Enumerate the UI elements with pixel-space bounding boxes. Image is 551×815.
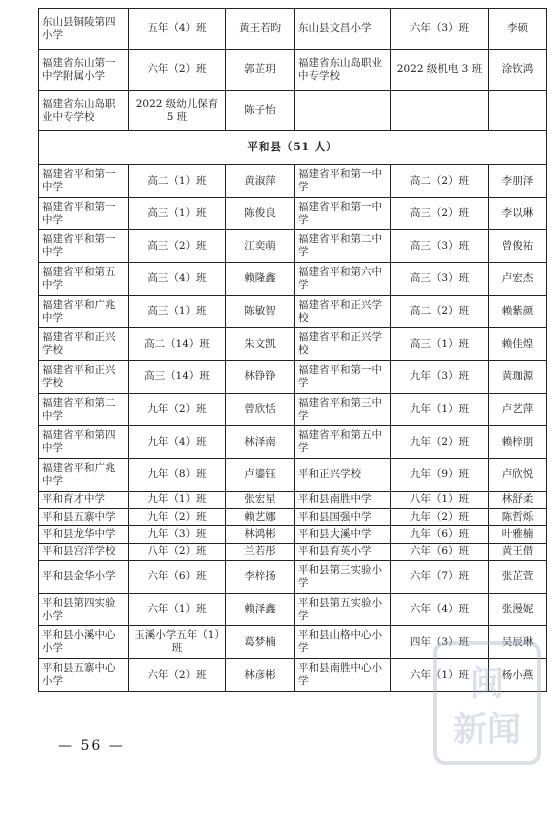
table-row [39,659,547,692]
class-cell: 九年（2）班 [129,509,226,526]
student-name-cell: 李梓扬 [226,561,295,594]
student-name-cell: 陈俊良 [226,197,295,230]
section-title: 平和县（51 人） [39,131,547,165]
school-cell: 平和县第五实验小学 [295,593,391,626]
table-row [39,426,547,459]
student-name-cell: 吴辰琳 [489,626,547,659]
class-cell: 六年（1）班 [129,593,226,626]
school-cell: 平和县第四实验小学 [39,593,129,626]
school-cell: 平和县山格中心小学 [295,626,391,659]
student-name-cell: 郭芷玥 [226,49,295,90]
class-cell: 五年（4）班 [129,9,226,50]
class-cell: 九年（9）班 [391,459,489,492]
student-name-cell: 林鸿彬 [226,526,295,543]
table-row [39,9,547,50]
school-cell: 平和县五寨中学 [39,509,129,526]
student-name-cell: 赖紫颜 [489,295,547,328]
table-row [39,509,547,526]
school-cell: 平和县大溪中学 [295,526,391,543]
student-name-cell: 张宏星 [226,491,295,508]
school-cell: 平和县宫洋学校 [39,543,129,560]
student-name-cell: 曾俊祐 [489,230,547,263]
class-cell: 六年（2）班 [129,49,226,90]
table-row [39,295,547,328]
table-row [39,491,547,508]
class-cell: 六年（7）班 [391,561,489,594]
school-cell [295,90,391,131]
class-cell: 八年（1）班 [391,491,489,508]
student-name-cell: 赖佳煌 [489,328,547,361]
student-name-cell: 林铮铮 [226,361,295,394]
school-cell: 福建省平和第五中学 [295,426,391,459]
svg-text:闽: 闽 [470,664,504,704]
student-name-cell: 张芷萱 [489,561,547,594]
class-cell: 高二（2）班 [391,295,489,328]
class-cell: 九年（1）班 [391,393,489,426]
school-cell: 福建省平和第五中学 [39,263,129,296]
class-cell: 2022 级机电 3 班 [391,49,489,90]
school-cell: 福建省平和正兴学校 [295,328,391,361]
class-cell: 八年（2）班 [129,543,226,560]
student-name-cell: 林泽南 [226,426,295,459]
student-name-cell [489,90,547,131]
student-name-cell: 叶雅楠 [489,526,547,543]
class-cell: 九年（3）班 [391,361,489,394]
school-cell: 平和县龙华中学 [39,526,129,543]
student-name-cell: 陈哲烁 [489,509,547,526]
school-cell: 福建省平和正兴学校 [39,361,129,394]
school-cell: 福建省东山岛职业中专学校 [39,90,129,131]
student-name-cell: 葛梦楠 [226,626,295,659]
table-row [39,561,547,594]
class-cell: 九年（3）班 [129,526,226,543]
class-cell: 高三（1）班 [129,197,226,230]
class-cell: 高二（14）班 [129,328,226,361]
class-cell: 九年（4）班 [129,426,226,459]
school-cell: 福建省平和第一中学 [295,197,391,230]
class-cell: 九年（6）班 [391,526,489,543]
school-cell: 东山县文昌小学 [295,9,391,50]
student-name-cell: 赖泽鑫 [226,593,295,626]
student-name-cell: 黄珈源 [489,361,547,394]
class-cell: 高三（1）班 [129,295,226,328]
class-cell: 高三（1）班 [391,328,489,361]
class-cell: 六年（2）班 [129,659,226,692]
student-name-cell: 杨小燕 [489,659,547,692]
school-cell: 平和育才中学 [39,491,129,508]
school-cell: 平和县金华小学 [39,561,129,594]
class-cell: 九年（2）班 [391,426,489,459]
class-cell: 六年（6）班 [129,561,226,594]
school-cell: 福建省平和第六中学 [295,263,391,296]
award-list-body [39,9,547,692]
class-cell: 高三（14）班 [129,361,226,394]
class-cell: 六年（6）班 [391,543,489,560]
school-cell: 平和县第三实验小学 [295,561,391,594]
school-cell: 福建省平和第二中学 [39,393,129,426]
school-cell: 平和正兴学校 [295,459,391,492]
student-name-cell: 李以琳 [489,197,547,230]
school-cell: 福建省平和第一中学 [39,197,129,230]
table-row [39,543,547,560]
class-cell: 高三（2）班 [129,230,226,263]
class-cell: 2022 级幼儿保育 5 班 [129,90,226,131]
school-cell: 东山县铜陵第四小学 [39,9,129,50]
class-cell [391,90,489,131]
student-name-cell: 陈敏智 [226,295,295,328]
class-cell: 九年（2）班 [391,509,489,526]
student-name-cell: 李硕 [489,9,547,50]
student-name-cell: 张漫妮 [489,593,547,626]
class-cell: 高三（3）班 [391,263,489,296]
school-cell: 平和县小溪中心小学 [39,626,129,659]
class-cell: 玉溪小学五年（1）班 [129,626,226,659]
class-cell: 九年（8）班 [129,459,226,492]
class-cell: 六年（1）班 [391,659,489,692]
student-name-cell: 李朋泽 [489,165,547,198]
student-name-cell: 陈子怡 [226,90,295,131]
student-name-cell: 林舒柔 [489,491,547,508]
table-row [39,328,547,361]
school-cell: 平和县南胜中学 [295,491,391,508]
class-cell: 九年（1）班 [129,491,226,508]
table-row [39,626,547,659]
school-cell: 福建省平和第三中学 [295,393,391,426]
page-number: — 56 — [58,738,125,754]
school-cell: 福建省平和第一中学 [39,165,129,198]
school-cell: 福建省平和第一中学 [295,165,391,198]
table-row [39,49,547,90]
table-row [39,593,547,626]
student-name-cell: 卢宏杰 [489,263,547,296]
student-name-cell: 黄王借 [489,543,547,560]
table-row [39,197,547,230]
table-row [39,230,547,263]
school-cell: 平和县育英小学 [295,543,391,560]
school-cell: 福建省东山第一中学附属小学 [39,49,129,90]
student-name-cell: 林彦彬 [226,659,295,692]
student-name-cell: 赖艺娜 [226,509,295,526]
class-cell: 九年（2）班 [129,393,226,426]
school-cell: 平和县国强中学 [295,509,391,526]
table-row [39,165,547,198]
class-cell: 高三（4）班 [129,263,226,296]
school-cell: 平和县南胜中心小学 [295,659,391,692]
student-name-cell: 朱文凯 [226,328,295,361]
table-row [39,526,547,543]
school-cell: 福建省平和第二中学 [295,230,391,263]
school-cell: 福建省平和第四中学 [39,426,129,459]
section-row [39,131,547,165]
school-cell: 福建省平和广兆中学 [39,295,129,328]
award-list-table [38,8,547,692]
class-cell: 六年（4）班 [391,593,489,626]
class-cell: 高三（3）班 [391,230,489,263]
student-name-cell: 赖梓朋 [489,426,547,459]
class-cell: 高二（2）班 [391,165,489,198]
svg-text:新闻: 新闻 [453,710,521,750]
student-name-cell: 曾欣恬 [226,393,295,426]
school-cell: 福建省平和广兆中学 [39,459,129,492]
table-row [39,263,547,296]
student-name-cell: 黄淑萍 [226,165,295,198]
student-name-cell: 兰若彤 [226,543,295,560]
student-name-cell: 卢欣悦 [489,459,547,492]
school-cell: 平和县五寨中心小学 [39,659,129,692]
table-row [39,90,547,131]
student-name-cell: 黄王若昀 [226,9,295,50]
student-name-cell: 涂钦鸿 [489,49,547,90]
school-cell: 福建省平和正兴学校 [39,328,129,361]
table-row [39,393,547,426]
student-name-cell: 卢艺萍 [489,393,547,426]
class-cell: 高二（1）班 [129,165,226,198]
student-name-cell: 卢鎏钰 [226,459,295,492]
table-row [39,361,547,394]
table-row [39,459,547,492]
student-name-cell: 赖隆鑫 [226,263,295,296]
school-cell: 福建省东山岛职业中专学校 [295,49,391,90]
student-name-cell: 江奕萌 [226,230,295,263]
school-cell: 福建省平和第一中学 [295,361,391,394]
class-cell: 高三（2）班 [391,197,489,230]
school-cell: 福建省平和正兴学校 [295,295,391,328]
class-cell: 六年（3）班 [391,9,489,50]
school-cell: 福建省平和第一中学 [39,230,129,263]
class-cell: 四年（3）班 [391,626,489,659]
